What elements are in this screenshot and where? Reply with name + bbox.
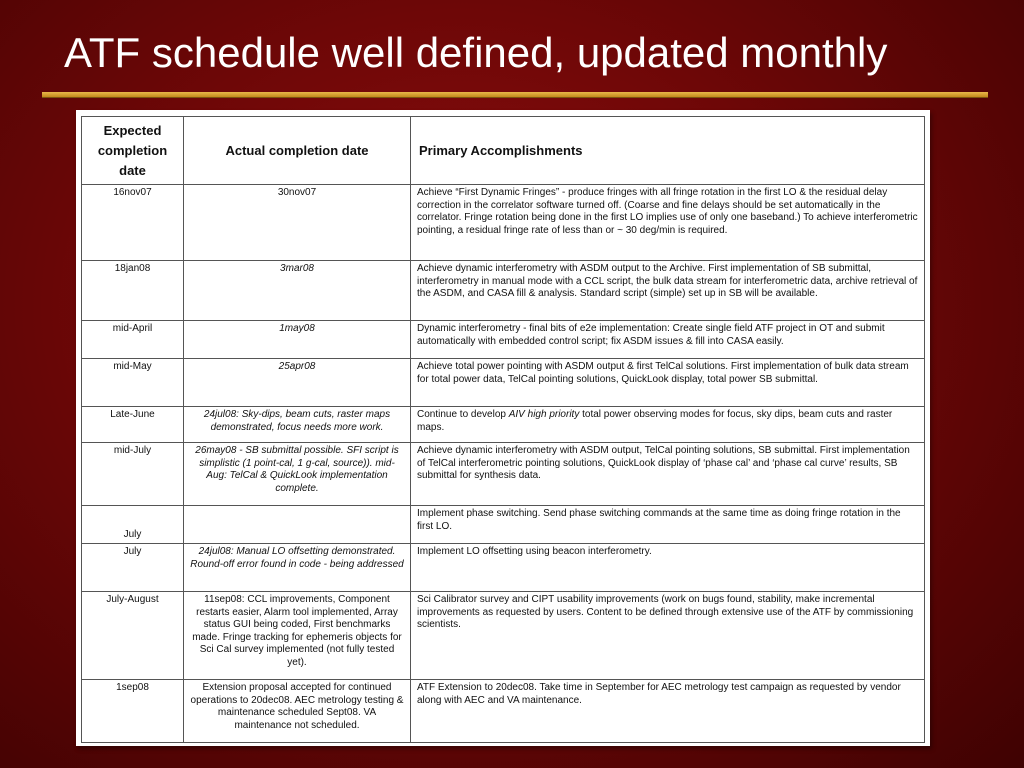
table-row: [82, 185, 925, 261]
expected-date: July: [82, 544, 184, 592]
actual-date: 24jul08: Manual LO offsetting demonstrated. Round-off error found in code - being addressed: [184, 544, 411, 592]
primary-text: Continue to develop: [417, 409, 509, 420]
actual-date: 24jul08: Sky-dips, beam cuts, raster maps demonstrated, focus needs more work.: [184, 407, 411, 443]
expected-date: mid-July: [82, 443, 184, 506]
expected-date: July: [82, 506, 184, 544]
header-primary: Primary Accomplishments: [411, 117, 925, 185]
actual-date: 25apr08: [184, 359, 411, 407]
schedule-table: [81, 116, 925, 743]
table-row: [82, 680, 925, 743]
slide-title: ATF schedule well defined, updated monthly: [64, 29, 888, 76]
primary-accomplishment: Achieve dynamic interferometry with ASDM output to the Archive. First implementation of SB submittal, interferometry in manual mode with a CCL script, the bulk data stream for interferometric data, archive retrieval of the ASDM, and CASA fill & analysis. Standard script (simple) set up in SB will be available.: [411, 261, 925, 321]
table-row: [82, 407, 925, 443]
actual-date: 11sep08: CCL improvements, Component restarts easier, Alarm tool implemented, Array status GUI being coded, First benchmarks made. Fringe tracking for ephemeris objects for Sci Cal survey implemented (not fully tested yet).: [184, 592, 411, 680]
header-actual: Actual completion date: [184, 117, 411, 185]
table-row: [82, 544, 925, 592]
primary-accomplishment: [411, 407, 925, 443]
actual-date: 1may08: [184, 321, 411, 359]
table-row: [82, 592, 925, 680]
header-row: [82, 117, 925, 185]
expected-date: Late-June: [82, 407, 184, 443]
primary-accomplishment: ATF Extension to 20dec08. Take time in September for AEC metrology test campaign as requested by vendor along with AEC and VA maintenance.: [411, 680, 925, 743]
table-row: [82, 261, 925, 321]
primary-accomplishment: Achieve total power pointing with ASDM output & first TelCal solutions. First implementation of bulk data stream for total power data, TelCal pointing solutions, QuickLook display, total power SB submittal.: [411, 359, 925, 407]
expected-date: mid-May: [82, 359, 184, 407]
expected-date: July-August: [82, 592, 184, 680]
primary-accomplishment: Dynamic interferometry - final bits of e2e implementation: Create single field ATF project in OT and submit automatically with embedded control script; fix ASDM issues & fill into CASA easily.: [411, 321, 925, 359]
actual-date: [184, 506, 411, 544]
actual-date: Extension proposal accepted for continued operations to 20dec08. AEC metrology testing & maintenance scheduled Sept08. VA maintenance not scheduled.: [184, 680, 411, 743]
actual-date: 26may08 - SB submittal possible. SFI script is simplistic (1 point-cal, 1 g-cal, source)). mid-Aug: TelCal & QuickLook implementation complete.: [184, 443, 411, 506]
primary-accomplishment: Implement phase switching. Send phase switching commands at the same time as doing fringe rotation in the first LO.: [411, 506, 925, 544]
schedule-sheet: [76, 110, 930, 746]
primary-accomplishment: Implement LO offsetting using beacon interferometry.: [411, 544, 925, 592]
expected-date: 16nov07: [82, 185, 184, 261]
expected-date: 18jan08: [82, 261, 184, 321]
primary-accomplishment: Sci Calibrator survey and CIPT usability improvements (work on bugs found, stability, make incremental improvements as requested by users. Content to be defined through extensive use of the ATF by commissioning scientists.: [411, 592, 925, 680]
expected-date: 1sep08: [82, 680, 184, 743]
table-row: [82, 359, 925, 407]
table-row: [82, 506, 925, 544]
title-underline: [42, 92, 988, 98]
actual-date: 3mar08: [184, 261, 411, 321]
expected-date: mid-April: [82, 321, 184, 359]
primary-accomplishment: Achieve “First Dynamic Fringes” - produce fringes with all fringe rotation in the first LO & the residual delay correction in the correlator software turned off. (Coarse and fine delays should be set automatically in the correlator. Fringe rotation being done in the first LO implies use of only one baseband.) To achieve interferometric pointing, a residual fringe rate of less than or ~ 30 deg/min is required.: [411, 185, 925, 261]
primary-emphasis: AIV high priority: [508, 409, 580, 420]
primary-accomplishment: Achieve dynamic interferometry with ASDM output, TelCal pointing solutions, SB submittal. First implementation of TelCal interferometric pointing solutions, QuickLook display of ‘phase cal’ and ‘phase cal curve’ results, SB submittal for synthesis data.: [411, 443, 925, 506]
table-row: [82, 321, 925, 359]
table-row: [82, 443, 925, 506]
actual-date: 30nov07: [184, 185, 411, 261]
header-expected: Expected completion date: [82, 117, 184, 185]
primary-text: total power observing modes for focus, sky dips, beam cuts and raster maps.: [417, 409, 893, 433]
